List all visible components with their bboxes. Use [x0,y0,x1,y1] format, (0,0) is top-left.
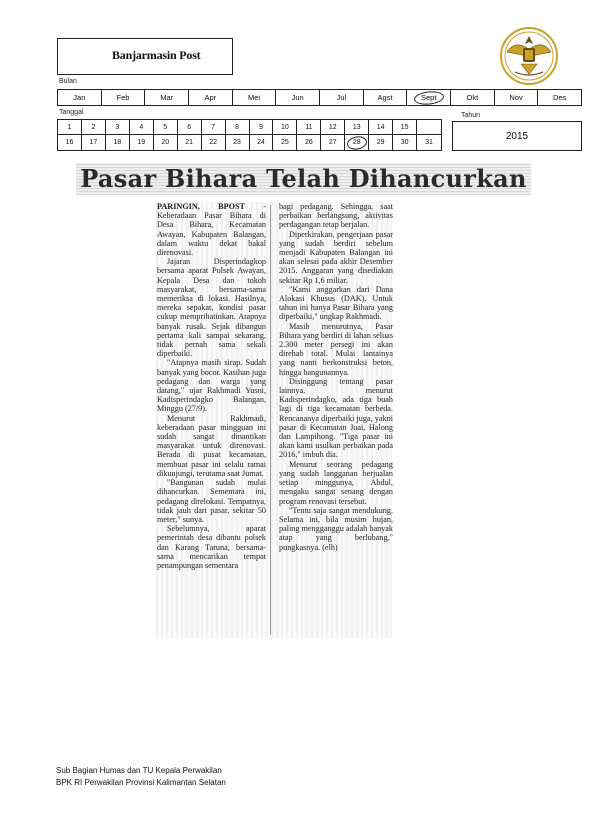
date-cell [178,135,202,150]
month-cell [364,90,408,105]
month-label-text: Sept [420,93,437,102]
month-label-text: Okt [466,93,479,102]
date-cell [82,120,106,135]
date-number: 7 [211,123,216,131]
date-cell [106,135,130,150]
article-column-left [157,202,266,570]
footer [56,765,226,789]
paragraph-text: Jajaran Disperindagkop bersama aparat Polsek Awayan, Kepala Desa dan tokoh masyarakat, bersama-sama memeriksa di lokasi. Hasilnya, mereka sepakat, kondisi pasar cukup memprihatinkan. Atapnya banyak rusak. Sejak dibangun pertama kali sampai sekarang, tidak pernah sama sekali diperbaiki. [157,257,266,359]
paragraph-text: "Kami anggarkan dari Dana Alokasi Khusus (DAK). Untuk tahun ini hanya Pasar Bihara yang diperbaiki," ungkap Rakhmadi. [279,284,393,322]
date-cell [178,120,202,135]
date-number: 10 [281,123,289,131]
date-cell [202,120,226,135]
date-number: 27 [328,139,337,146]
month-label-text: Mei [247,93,261,102]
date-number: 15 [400,123,409,131]
month-cell [233,90,277,105]
paragraph-text: Masih menurutnya, Pasar Bihara yang berdiri di lahan seluas 2.300 meter persegi ini akan direhab total. Mulai lantainya yang nanti berkonstruksi beton, hingga bangunannya. [279,321,393,377]
month-cell [451,90,495,105]
date-number: 11 [305,123,313,131]
article-paragraph [157,358,266,413]
paragraph-text: "Atapnya masih sirap. Sudah banyak yang bocor. Kasihan juga pedagang dan warga yang datang," ujar Rakhmadi Yusni, Kadisperindagko Balangan, Minggu (27/9). [157,358,266,414]
paragraph-text: Menurut seorang pedagang yang sudah langganan berjualan setiap minggunya, Abdul, mengaku sangat senang dengan program renovasi tersebut. [279,459,393,506]
month-label-text: Mar [160,93,174,102]
column-divider [270,205,271,635]
garuda-emblem-icon [493,26,565,86]
date-number: 19 [137,139,146,146]
date-cell [58,120,82,135]
month-label-text: Jul [336,93,347,102]
date-cell [393,135,417,150]
date-number: 21 [185,139,194,146]
date-number: 2 [91,123,96,131]
date-number: 24 [257,139,265,146]
article-column-right [279,202,393,552]
paragraph-text: "Bangunan sudah mulai dihancurkan. Sementara ini, pedagang direlokasi. Tempatnya, tidak jauh dari pasar, sekitar 50 meter," sunya. [157,478,266,524]
date-cell [417,135,441,150]
month-label-text: Agst [377,93,393,102]
date-number: 30 [400,139,409,146]
article-paragraph [157,478,266,524]
article-paragraph [279,285,393,322]
date-cell [202,135,226,150]
date-cell [393,120,417,135]
date-number: 1 [67,123,72,131]
date-cell [273,120,297,135]
month-label-text: Apr [204,93,217,102]
month-cell [320,90,364,105]
date-cell [250,135,274,150]
date-number: 17 [89,139,98,146]
article-paragraph [279,202,393,230]
selected-date-circle [346,134,368,150]
article-paragraph [157,257,266,358]
article-paragraph [157,414,266,478]
year-value: 2015 [505,130,529,142]
paragraph-text: Diperkirakan, pengerjaan pasar yang sudah berdiri sebelum menjadi Kabupaten Balangan ini akan selesai pada akhir Desember 2015. Anggaran yang disediakan sekitar Rp 1,6 miliar. [279,229,393,285]
date-number: 29 [376,139,385,146]
article-paragraph [157,202,266,257]
date-number: 8 [235,123,239,131]
month-label-text: Jan [73,93,86,102]
article-paragraph [279,377,393,460]
source-name: Banjarmasin Post [112,48,201,62]
footer-line-2: BPK RI Perwakilan Provinsi Kalimantan Selatan [56,778,226,787]
date-number: 3 [115,123,120,131]
month-cell [495,90,539,105]
selected-month-circle [413,89,444,105]
date-number: 13 [352,123,361,131]
date-cell [250,120,274,135]
date-number: 22 [209,139,217,146]
month-label-text: Feb [116,93,130,102]
date-grid [57,119,442,151]
month-label-text: Nov [509,93,523,102]
paragraph-text: Sebelumnya, aparat pemerintah desa dibantu polsek dan Karang Taruna, bersama-sama mencarikan tempat penampungan sementara [157,524,266,570]
year-label: Tahun [461,112,481,119]
date-cell [58,135,82,150]
month-grid [57,89,582,106]
date-number: 28 [352,139,361,146]
date-cell [273,135,297,150]
date-number: 26 [304,139,313,146]
paragraph-text: "Tentu saja sangat mendukung. Selama ini, bila musim hujan, paling mengganggu adalah banyak atap yang berlubang," pungkasnya. (elh) [279,505,393,552]
year-box [452,121,582,151]
date-number: 12 [328,123,337,131]
month-cell [102,90,146,105]
date-cell [345,135,369,150]
article-dateline: PARINGIN, BPOST [157,202,245,211]
date-cell [154,135,178,150]
paragraph-text: bagi pedagang. Sehingga, saat perbaikan berlangsung, aktivitas perdagangan tetap berjalan. [279,202,393,230]
month-label-text: Des [553,93,567,102]
article-headline: Pasar Bihara Telah Dihancurkan [80,163,527,193]
article-paragraph [279,506,393,552]
date-number: 5 [163,123,168,131]
date-cell [226,135,250,150]
article-paragraph [279,322,393,377]
month-cell [538,90,581,105]
date-number: 14 [376,123,385,131]
paragraph-text: - Keberadaan Pasar Bihara di Desa Bihara, Kecamatan Awayan, Kabupaten Balangan, dalam waktu dekat bakal direnovasi. [157,202,266,258]
article-paragraph [279,460,393,506]
paragraph-text: Disinggung tentang pasar lainnya, menurut Kadisperindagko, ada tiga buah lagi di tiga kecamatan berbeda. Rencananya diperbaiki juga, yakni pasar di Kecamatan Juai, Halong dan Lampihong. "Tiga pasar ini akan kami usulkan perbaikan pada 2016," imbuh dia. [279,376,393,460]
date-cell [130,120,154,135]
date-number: 9 [259,123,263,131]
date-cell [82,135,106,150]
date-number: 16 [65,139,74,146]
date-cell [369,120,393,135]
date-number: 4 [139,123,144,131]
month-label: Bulan [59,78,77,85]
date-number: 18 [113,139,122,146]
date-label: Tanggal [59,109,84,116]
date-cell [417,120,441,135]
article-paragraph [157,524,266,570]
date-number: 23 [233,139,241,146]
date-cell [321,135,345,150]
date-cell [130,135,154,150]
date-cell [321,120,345,135]
article-paragraph [279,230,393,285]
date-number: 6 [187,123,192,131]
date-cell [106,120,130,135]
date-number: 31 [425,139,433,146]
month-cell [189,90,233,105]
source-box [57,38,233,75]
date-cell [154,120,178,135]
date-number: 20 [161,139,170,146]
date-cell [297,120,321,135]
date-cell [345,120,369,135]
month-cell [407,90,451,105]
paragraph-text: Menurut Rakhmadi, keberadaan pasar mingguan ini sudah sangat dinantikan masyarakat untuk direnovasi. Berada di pusat kecamatan, membuat pasar ini selalu ramai dikunjungi, terutama saat Jumat. [157,413,266,478]
date-cell [226,120,250,135]
month-cell [276,90,320,105]
date-number: 25 [281,139,289,146]
footer-line-1: Sub Bagian Humas dan TU Kepala Perwakilan [56,766,222,775]
date-cell [297,135,321,150]
month-label-text: Jun [291,93,304,102]
month-cell [145,90,189,105]
month-cell [58,90,102,105]
date-cell [369,135,393,150]
